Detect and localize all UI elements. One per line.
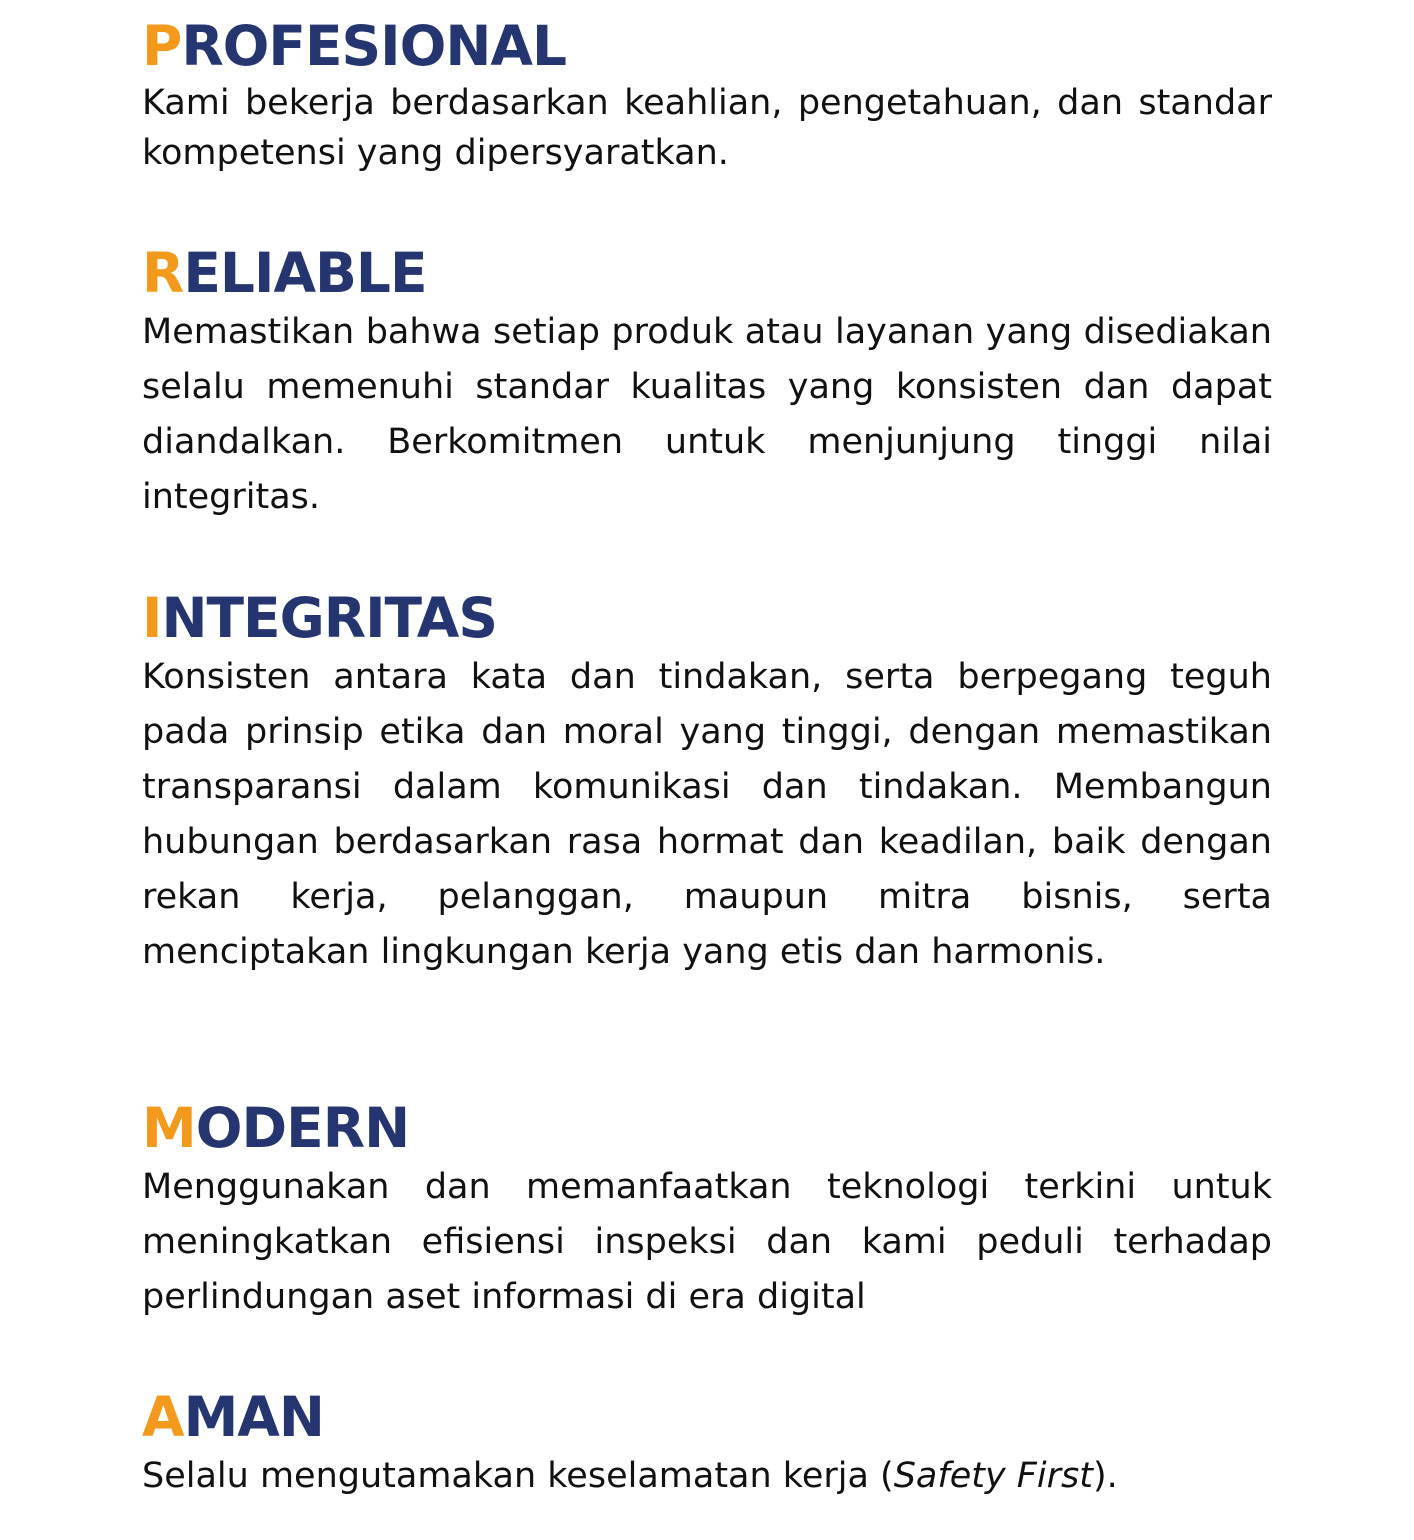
heading-rest: ODERN bbox=[195, 1096, 410, 1160]
description-aman bbox=[142, 1449, 1272, 1504]
heading-initial: A bbox=[142, 1385, 184, 1449]
description-modern: Menggunakan dan memanfaatkan teknologi terkini untuk meningkatkan efisiensi inspeksi dan kami peduli terhadap perlindungan aset informasi di era digital bbox=[142, 1167, 1272, 1317]
heading-aman bbox=[142, 1387, 1272, 1447]
heading-rest: ROFESIONAL bbox=[181, 14, 567, 78]
heading-profesional bbox=[142, 16, 1272, 76]
heading-initial: I bbox=[142, 586, 162, 650]
heading-modern bbox=[142, 1098, 1272, 1158]
heading-initial: P bbox=[142, 14, 182, 78]
heading-initial: M bbox=[142, 1096, 196, 1160]
description-profesional: Kami bekerja berdasarkan keahlian, pengetahuan, dan standar kompetensi yang dipersyaratkan. bbox=[142, 83, 1272, 173]
heading-rest: NTEGRITAS bbox=[161, 586, 497, 650]
description-integritas: Konsisten antara kata dan tindakan, serta berpegang teguh pada prinsip etika dan moral yang tinggi, dengan memastikan transparansi dalam komunikasi dan tindakan. Membangun hubungan berdasarkan rasa hormat dan keadilan, baik dengan rekan kerja, pelanggan, maupun mitra bisnis, serta menciptakan lingkungan kerja yang etis dan harmonis. bbox=[142, 657, 1272, 972]
value-profesional bbox=[142, 16, 1272, 178]
description-aman-closing: ). bbox=[1093, 1456, 1118, 1496]
description-aman-text: Selalu mengutamakan keselamatan kerja ( bbox=[142, 1456, 894, 1496]
description-reliable: Memastikan bahwa setiap produk atau layanan yang disediakan selalu memenuhi standar kualitas yang konsisten dan dapat diandalkan. Berkomitmen untuk menjunjung tinggi nilai integritas. bbox=[142, 312, 1272, 517]
value-integritas bbox=[142, 588, 1272, 980]
heading-rest: ELIABLE bbox=[183, 241, 427, 305]
value-aman bbox=[142, 1387, 1272, 1504]
value-reliable bbox=[142, 243, 1272, 525]
heading-reliable bbox=[142, 243, 1272, 303]
heading-rest: MAN bbox=[183, 1385, 324, 1449]
heading-initial: R bbox=[142, 241, 184, 305]
safety-first-emphasis: Safety First bbox=[893, 1456, 1093, 1496]
heading-integritas bbox=[142, 588, 1272, 648]
value-modern bbox=[142, 1098, 1272, 1325]
